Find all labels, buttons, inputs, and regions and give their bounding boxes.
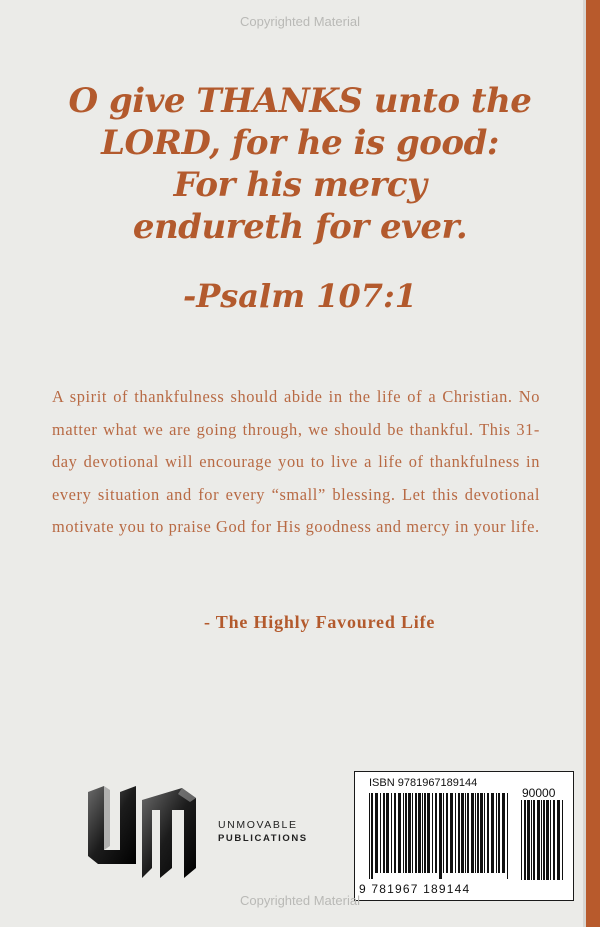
price-code: 90000 — [522, 786, 556, 800]
unmovable-publications-logo — [86, 784, 208, 880]
addon-barcode-bars — [521, 800, 565, 886]
spine-strip — [586, 0, 600, 927]
watermark-bottom: Copyrighted Material — [240, 893, 360, 908]
publisher-line-1: UNMOVABLE — [218, 819, 298, 831]
isbn-label: ISBN 9781967189144 — [369, 777, 478, 789]
ean-digits: 9 781967 189144 — [359, 882, 471, 896]
book-description: A spirit of thankfulness should abide in the life of a Christian. No matter what we are going through, we should be thankful. This 31-day devotional will encourage you to live a life of thankfulness in every situation and for every “small” blessing. Let this devotional motivate you to praise God for His goodness and mercy in your life. — [52, 387, 540, 536]
publisher-line-2: PUBLICATIONS — [218, 833, 308, 844]
publisher-name — [218, 819, 308, 845]
quote-line-3: For his mercy — [173, 165, 427, 205]
isbn-barcode — [354, 771, 574, 901]
quote-line-1: O give THANKS unto the — [68, 81, 532, 121]
watermark-top: Copyrighted Material — [240, 14, 360, 29]
quote-line-2: LORD, for he is good: — [101, 123, 499, 163]
quote-line-4: endureth for ever. — [132, 207, 468, 247]
scripture-reference: -Psalm 107:1 — [182, 277, 418, 315]
scripture-quote — [40, 80, 560, 248]
ean-barcode-bars — [369, 793, 509, 879]
author-signature: - The Highly Favoured Life — [204, 612, 436, 632]
